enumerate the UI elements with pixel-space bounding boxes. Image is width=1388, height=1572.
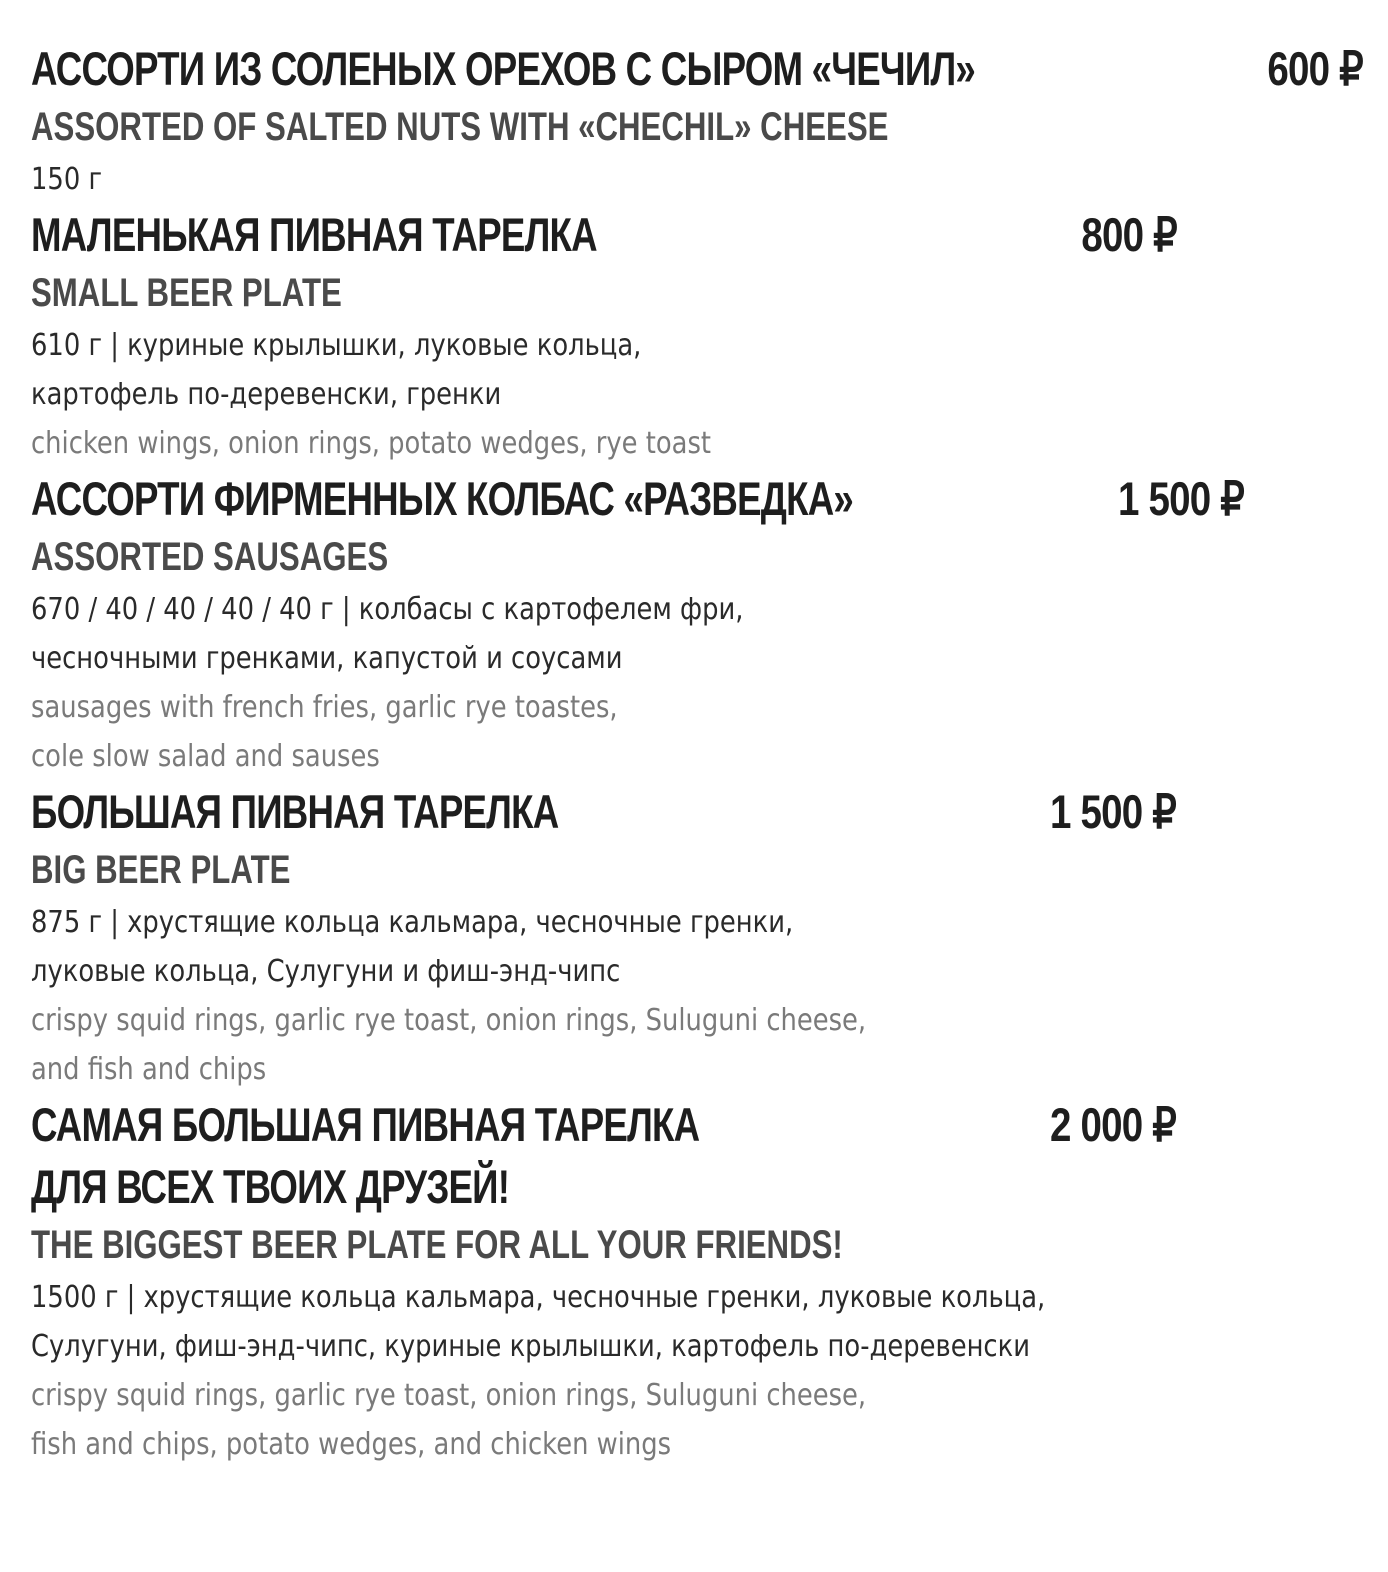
dish-description-en-line: sausages with french fries, garlic rye toastes, [31, 690, 618, 725]
dish-description-ru-line: картофель по-деревенски, гренки [31, 377, 502, 412]
dish-description-en-line: fish and chips, potato wedges, and chicken wings [31, 1427, 672, 1462]
dish-description-en-line: chicken wings, onion rings, potato wedges, rye toast [31, 426, 712, 461]
menu-item [31, 1094, 1201, 1469]
menu-item-header [31, 1094, 1201, 1218]
dish-description-en [31, 1371, 1037, 1469]
menu-item-header [31, 38, 1364, 100]
dish-title-ru-line: АССОРТИ ФИРМЕННЫХ КОЛБАС «РАЗВЕДКА» [31, 472, 854, 525]
dish-description-ru-line: 1500 г | хрустящие кольца кальмара, чесночные гренки, луковые кольца, [31, 1280, 1046, 1315]
dish-title-ru [31, 38, 975, 100]
menu-item-header [31, 781, 1201, 843]
menu-list [31, 38, 1364, 1469]
dish-description-en [31, 683, 1037, 781]
dish-description-ru-line: Сулугуни, фиш-энд-чипс, куриные крылышки, картофель по-деревенски [31, 1329, 1030, 1364]
menu-item-header [31, 468, 1244, 530]
menu-item [31, 38, 1364, 204]
menu-item-header [31, 204, 1201, 266]
dish-title-en: ASSORTED OF SALTED NUTS WITH «CHECHIL» CHEESE [31, 105, 889, 149]
dish-description-en-line: cole slow salad and sauses [31, 739, 380, 774]
dish-description-ru [31, 898, 1037, 996]
dish-description-ru-line: чесночными гренками, капустой и соусами [31, 641, 623, 676]
dish-title-ru [31, 204, 597, 266]
dish-title-ru-line: МАЛЕНЬКАЯ ПИВНАЯ ТАРЕЛКА [31, 208, 597, 261]
dish-title-en: THE BIGGEST BEER PLATE FOR ALL YOUR FRIENDS! [31, 1223, 843, 1267]
dish-description-ru [31, 585, 1037, 683]
dish-title-ru [31, 1094, 699, 1218]
menu-item [31, 468, 1244, 781]
dish-description-en-line: and fish and chips [31, 1052, 267, 1087]
dish-description-en-line: crispy squid rings, garlic rye toast, onion rings, Suluguni cheese, [31, 1378, 867, 1413]
dish-title-ru-line: САМАЯ БОЛЬШАЯ ПИВНАЯ ТАРЕЛКА [31, 1098, 700, 1151]
dish-description-ru-line: луковые кольца, Сулугуни и фиш-энд-чипс [31, 954, 621, 989]
dish-title-en: BIG BEER PLATE [31, 848, 291, 892]
dish-price: 2 000 ₽ [1050, 1098, 1177, 1151]
dish-description-ru [31, 155, 1037, 204]
dish-title-ru-line: АССОРТИ ИЗ СОЛЕНЫХ ОРЕХОВ С СЫРОМ «ЧЕЧИЛ» [31, 42, 976, 95]
dish-description-ru [31, 1273, 1046, 1371]
dish-price: 1 500 ₽ [1050, 785, 1177, 838]
menu-item [31, 781, 1201, 1094]
dish-description-en-line: crispy squid rings, garlic rye toast, onion rings, Suluguni cheese, [31, 1003, 867, 1038]
dish-title-en: ASSORTED SAUSAGES [31, 535, 389, 579]
dish-description-ru-line: 610 г | куриные крылышки, луковые кольца, [31, 328, 642, 363]
dish-price: 800 ₽ [1080, 208, 1177, 261]
menu-item [31, 204, 1201, 468]
dish-price: 1 500 ₽ [1117, 472, 1244, 525]
dish-title-ru-line: БОЛЬШАЯ ПИВНАЯ ТАРЕЛКА [31, 785, 559, 838]
dish-description-ru-line: 150 г [31, 162, 103, 197]
dish-description-ru [31, 321, 1037, 419]
dish-description-en [31, 419, 1037, 468]
dish-description-ru-line: 670 / 40 / 40 / 40 / 40 г | колбасы с картофелем фри, [31, 592, 744, 627]
dish-title-en: SMALL BEER PLATE [31, 271, 342, 315]
dish-description-ru-line: 875 г | хрустящие кольца кальмара, чесночные гренки, [31, 905, 794, 940]
dish-description-en [31, 996, 1037, 1094]
dish-title-ru-line: ДЛЯ ВСЕХ ТВОИХ ДРУЗЕЙ! [31, 1160, 510, 1213]
dish-title-ru [31, 468, 853, 530]
dish-price: 600 ₽ [1267, 42, 1364, 95]
dish-title-ru [31, 781, 558, 843]
